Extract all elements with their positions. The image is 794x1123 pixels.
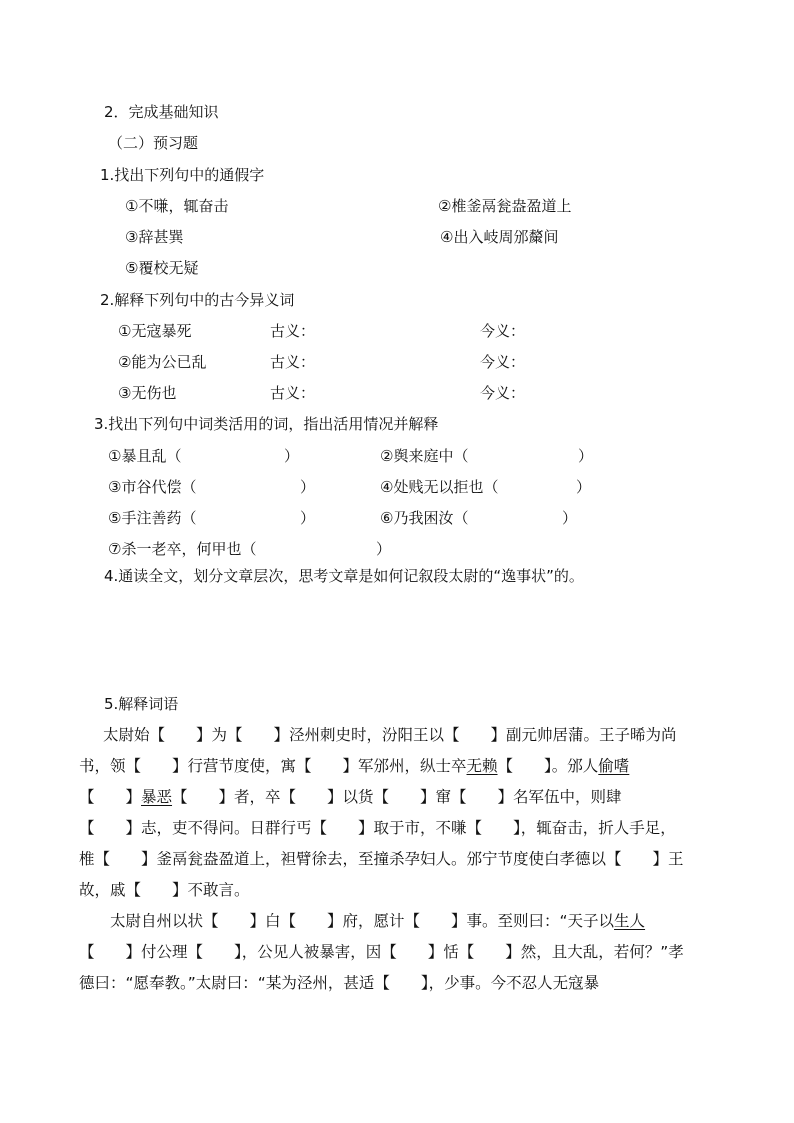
passage-text: 德曰：“愿奉教。”太尉曰：“某为泾州，甚适【 】，少事。今不忍人无寇暴 xyxy=(79,974,600,992)
section-subtitle: （二）预习题 xyxy=(108,134,199,152)
passage-text: 【 】。邠人 xyxy=(497,757,599,775)
underlined-term: 偷嗜 xyxy=(598,757,630,775)
passage-text: 故，戚【 】不敢言。 xyxy=(79,881,250,899)
passage-line xyxy=(79,813,727,844)
passage-line xyxy=(79,751,727,782)
q1-title: 1.找出下列句中的通假字 xyxy=(100,166,265,184)
q3-close-paren: ） xyxy=(284,447,300,465)
passage-line xyxy=(79,844,727,875)
passage-line xyxy=(79,968,727,999)
passage-line xyxy=(79,875,727,906)
q5-title: 5.解释词语 xyxy=(104,695,179,713)
q4-title: 4.通读全文，划分文章层次，思考文章是如何记叙段太尉的“逸事状”的。 xyxy=(104,567,584,585)
q3-close-paren: ） xyxy=(300,478,316,496)
passage-line xyxy=(79,906,727,937)
q2-modern-label: 今义： xyxy=(480,353,526,371)
q3-item: ⑤手注善药（ xyxy=(108,509,197,527)
q3-close-paren: ） xyxy=(576,478,592,496)
passage-text: 书，领【 】行营节度使，寓【 】军邠州，纵士卒 xyxy=(79,757,467,775)
passage-text: 椎【 】釜鬲瓮盎盈道上，袒臂徐去，至撞杀孕妇人。邠宁节度使白孝德以【 】王 xyxy=(79,850,684,868)
q3-item: ⑥乃我困汝（ xyxy=(380,509,469,527)
q1-item: ②椎釜鬲瓮盎盈道上 xyxy=(438,197,572,215)
q3-item: ③市谷代偿（ xyxy=(108,478,197,496)
passage-text: 太尉始【 】为【 】泾州刺史时，汾阳王以【 】副元帅居蒲。王子晞为尚 xyxy=(103,726,677,744)
q2-item: ②能为公已乱 xyxy=(118,353,207,371)
q2-ancient-label: 古义： xyxy=(270,322,316,340)
q3-item: ⑦杀一老卒，何甲也（ xyxy=(108,540,257,558)
passage-line xyxy=(79,937,727,968)
q3-item: ①暴且乱（ xyxy=(108,447,182,465)
q3-close-paren: ） xyxy=(562,509,578,527)
q5-passage xyxy=(79,720,727,999)
q2-modern-label: 今义： xyxy=(480,322,526,340)
q1-item: ⑤覆校无疑 xyxy=(125,259,199,277)
underlined-term: 生人 xyxy=(614,912,646,930)
q3-close-paren: ） xyxy=(578,447,594,465)
passage-text: 【 】付公理【 】，公见人被暴害，因【 】恬【 】然，且大乱，若何？”孝 xyxy=(79,943,684,961)
q3-title: 3.找出下列句中词类活用的词，指出活用情况并解释 xyxy=(94,415,439,433)
passage-text: 【 】志，吏不得问。日群行丐【 】取于市，不嗛【 】，辄奋击，折人手足， xyxy=(79,819,676,837)
passage-line xyxy=(79,720,727,751)
q2-ancient-label: 古义： xyxy=(270,353,316,371)
q2-item: ③无伤也 xyxy=(118,384,177,402)
q2-item: ①无寇暴死 xyxy=(118,322,192,340)
underlined-term: 暴恶 xyxy=(141,788,173,806)
section-title: 2．完成基础知识 xyxy=(104,103,219,121)
passage-text: 【 】 xyxy=(79,788,142,806)
q2-ancient-label: 古义： xyxy=(270,384,316,402)
passage-text: 太尉自州以状【 】白【 】府，愿计【 】事。至则曰：“天子以 xyxy=(79,912,615,930)
q1-item: ④出入岐周邠斄间 xyxy=(440,228,559,246)
q1-item: ③辞甚巽 xyxy=(125,228,184,246)
q2-title: 2.解释下列句中的古今异义词 xyxy=(100,291,295,309)
q3-item: ②舆来庭中（ xyxy=(380,447,469,465)
passage-line xyxy=(79,782,727,813)
q3-close-paren: ） xyxy=(376,540,392,558)
q3-close-paren: ） xyxy=(300,509,316,527)
passage-text: 【 】者，卒【 】以货【 】窜【 】名军伍中，则肆 xyxy=(172,788,622,806)
q3-item: ④处贱无以拒也（ xyxy=(380,478,499,496)
q1-item: ①不嗛，辄奋击 xyxy=(125,197,229,215)
q2-modern-label: 今义： xyxy=(480,384,526,402)
underlined-term: 无赖 xyxy=(466,757,498,775)
